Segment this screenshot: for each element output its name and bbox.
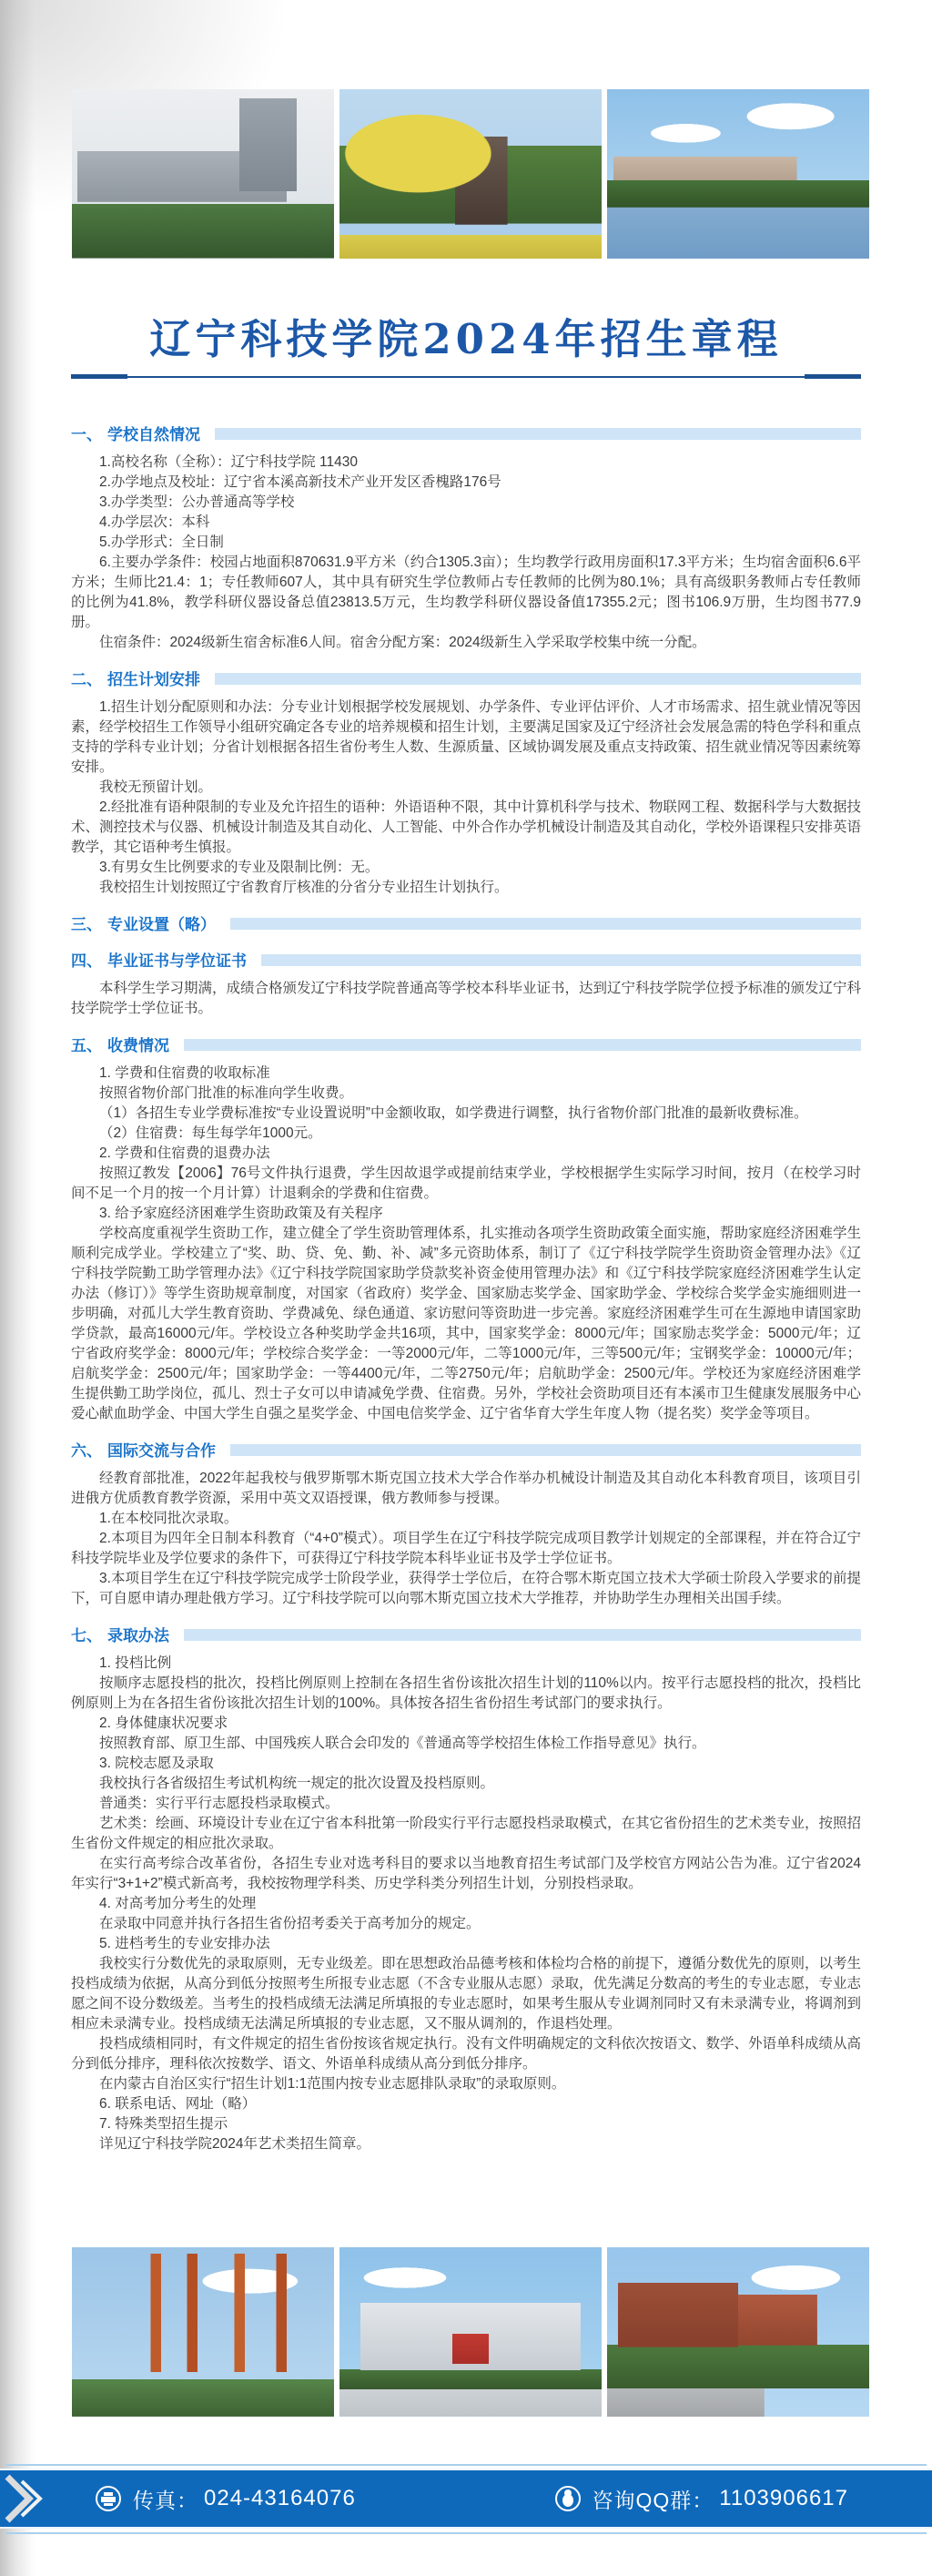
paragraph: 6. 联系电话、网址（略）: [99, 2096, 257, 2112]
section-title: 国际交流与合作: [107, 1442, 216, 1460]
paragraph: 本科学生学习期满，成绩合格颁发辽宁科技学院普通高等学校本科毕业证书，达到辽宁科技学院学位授予标准的颁发辽宁科技学院学士学位证书。: [71, 981, 862, 1016]
paragraph: 3. 院校志愿及录取: [99, 1756, 214, 1771]
section-heading-4: [71, 948, 861, 971]
paragraph: 按照教育部、原卫生部、中国残疾人联合会印发的《普通高等学校招生体检工作指导意见》执行。: [99, 1736, 706, 1751]
campus-river-photo: [607, 89, 869, 259]
paragraph: 按顺序志愿投档的批次，投档比例原则上控制在各招生省份该批次招生计划的110%以内。按平行志愿投档的批次，投档比例原则上为在各招生省份该批次招生计划的100%。具体按各招生省份招生考试部门的要求执行。: [71, 1675, 861, 1711]
section-heading-bar: [230, 918, 861, 930]
page-title: 辽宁科技学院2024年招生章程: [149, 315, 783, 363]
section-title: 录取办法: [107, 1627, 169, 1644]
campus-main-building-photo: [339, 2247, 602, 2417]
section-number: 一、: [71, 426, 102, 443]
paragraph: 住宿条件：2024级新生宿舍标准6人间。宿舍分配方案：2024级新生入学采取学校集中统一分配。: [99, 635, 706, 650]
paragraph: 我校招生计划按照辽宁省教育厅核准的分省分专业招生计划执行。: [99, 880, 509, 895]
section-title: 毕业证书与学位证书: [107, 952, 247, 970]
paragraph: 3. 给予家庭经济困难学生资助政策及有关程序: [99, 1206, 383, 1221]
section-title: 专业设置（略）: [107, 916, 216, 933]
section-number: 六、: [71, 1442, 102, 1460]
section-number: 五、: [71, 1037, 102, 1054]
section-heading-1: [71, 422, 861, 444]
paragraph: 2.经批准有语种限制的专业及允许招生的语种：外语语种不限，其中计算机科学与技术、物联网工程、数据科学与大数据技术、测控技术与仪器、机械设计制造及其自动化、人工智能、中外合作办学机械设计制造及其自动化，学校外语课程只安排英语教学，其它语种考生慎报。: [71, 799, 862, 855]
paragraph: （2）住宿费：每生每学年1000元。: [99, 1125, 322, 1141]
bottom-photo-row: [72, 2247, 869, 2417]
section-heading-bar: [230, 1444, 861, 1456]
footer-bottom-line: [5, 2532, 927, 2534]
paragraph: 5. 进档考生的专业安排办法: [99, 1936, 270, 1951]
section-heading-3: [71, 911, 861, 934]
section-heading-bar: [215, 673, 861, 685]
chevron-decoration-icon: [2, 2474, 67, 2523]
section-heading-bar: [184, 1039, 861, 1051]
section-title: 收费情况: [107, 1037, 169, 1054]
paragraph: 1.在本校同批次录取。: [99, 1511, 238, 1526]
campus-sculpture-photo: [72, 2247, 334, 2417]
paragraph: 在录取中同意并执行各招生省份招考委关于高考加分的规定。: [99, 1916, 481, 1931]
paragraph: 1. 学费和住宿费的收取标准: [99, 1065, 270, 1081]
fax-label: 传真：: [133, 2488, 198, 2512]
campus-garden-photo: [339, 89, 602, 259]
campus-red-brick-photo: [607, 2247, 869, 2417]
section-heading-7: [71, 1623, 861, 1645]
section-heading-bar: [215, 428, 861, 440]
paragraph: 1.高校名称（全称）：辽宁科技学院 11430: [99, 454, 358, 470]
fax-icon: [95, 2485, 122, 2512]
paragraph: 2. 身体健康状况要求: [99, 1716, 228, 1731]
campus-street-photo: [72, 89, 334, 259]
paragraph: 详见辽宁科技学院2024年艺术类招生简章。: [99, 2136, 370, 2152]
qq-number: 1103906617: [719, 2486, 848, 2510]
section-number: 三、: [71, 916, 102, 933]
section-title: 招生计划安排: [107, 671, 200, 688]
paragraph: 1. 投档比例: [99, 1655, 172, 1671]
paragraph: 我校无预留计划。: [99, 779, 213, 795]
qq-icon: [554, 2485, 582, 2512]
paragraph: 我校执行各省级招生考试机构统一规定的批次设置及投档原则。: [99, 1776, 495, 1791]
title-divider: [71, 374, 861, 380]
section-heading-6: [71, 1438, 861, 1461]
qq-contact: [554, 2484, 848, 2514]
paragraph: 3.有男女生比例要求的专业及限制比例：无。: [99, 860, 380, 875]
paragraph: 投档成绩相同时，有文件规定的招生省份按该省规定执行。没有文件明确规定的文科依次按语文、数学、外语单科成绩从高分到低分排序，理科依次按数学、语文、外语单科成绩从高分到低分排序。: [71, 2036, 862, 2072]
qq-label: 咨询QQ群：: [592, 2488, 714, 2512]
paragraph: 5.办学形式：全日制: [99, 535, 224, 550]
paragraph: 在实行高考综合改革省份，各招生专业对选考科目的要求以当地教育招生考试部门及学校官方网站公告为准。辽宁省2024年实行“3+1+2”模式新高考，我校按物理学科类、历史学科类分列招生计划，分别投档录取。: [71, 1856, 861, 1891]
paragraph: 3.本项目学生在辽宁科技学院完成学士阶段学业，获得学士学位后，在符合鄂木斯克国立技术大学硕士阶段入学要求的前提下，可自愿申请办理赴俄方学习。辽宁科技学院可以向鄂木斯克国立技术大学推荐，并协助学生办理相关出国手续。: [71, 1571, 861, 1606]
section-number: 二、: [71, 671, 102, 688]
section-number: 七、: [71, 1627, 102, 1644]
paragraph: 3.办学类型：公办普通高等学校: [99, 494, 295, 510]
left-edge-gradient: [0, 0, 35, 2576]
section-heading-2: [71, 667, 861, 689]
paragraph: 7. 特殊类型招生提示: [99, 2116, 228, 2132]
paragraph: 2. 学费和住宿费的退费办法: [99, 1145, 270, 1161]
paragraph: 普通类：实行平行志愿投档录取模式。: [99, 1796, 339, 1811]
section-number: 四、: [71, 952, 102, 970]
paragraph: 4.办学层次：本科: [99, 514, 210, 530]
paragraph: 艺术类：绘画、环境设计专业在辽宁省本科批第一阶段实行平行志愿投档录取模式，在其它省份招生的艺术类专业，按照招生省份文件规定的相应批次录取。: [71, 1816, 862, 1851]
section-heading-bar: [261, 954, 861, 966]
document-body: [71, 408, 861, 2154]
paragraph: 2.本项目为四年全日制本科教育（“4+0”模式）。项目学生在辽宁科技学院完成项目教学计划规定的全部课程，并在符合辽宁科技学院毕业及学位要求的条件下，可获得辽宁科技学院本科毕业证书及学士学位证书。: [71, 1531, 861, 1566]
paragraph: 按照省物价部门批准的标准向学生收费。: [99, 1085, 354, 1101]
paragraph: 4. 对高考加分考生的处理: [99, 1896, 257, 1911]
paragraph: 我校实行分数优先的录取原则，无专业级差。即在思想政治品德考核和体检均合格的前提下，遵循分数优先的原则，以考生投档成绩为依据，从高分到低分按照考生所报专业志愿（不含专业服从志愿）录取，优先满足分数高的考生的专业志愿，专业志愿之间不设分数级差。当考生的投档成绩无法满足所填报的专业志愿时，如果考生服从专业调剂同时又有未录满专业，将调剂到相应未录满专业。投档成绩无法满足所填报的专业志愿，又不服从调剂的，作退档处理。: [71, 1956, 862, 2031]
paragraph: （1）各招生专业学费标准按“专业设置说明”中金额收取，如学费进行调整，执行省物价部门批准的最新收费标准。: [99, 1105, 808, 1121]
paragraph: 1.招生计划分配原则和办法：分专业计划根据学校发展规划、办学条件、专业评估评价、人才市场需求、招生就业情况等因素，经学校招生工作领导小组研究确定各专业的培养规模和招生计划，主要满足国家及辽宁经济社会发展急需的特色学科和重点支持的学科专业计划；分省计划根据各招生省份考生人数、生源质量、区域协调发展及重点支持政策、招生就业情况等因素统筹安排。: [71, 699, 862, 775]
footer-bar: [0, 2469, 932, 2529]
divider-left-cap: [71, 374, 127, 379]
paragraph: 6.主要办学条件：校园占地面积870631.9平方米（约合1305.3亩）；生均教学行政用房面积17.3平方米；生均宿舍面积6.6平方米；生师比21.4：1；专任教师607人，其中具有研究生学位教师占专任教师的比例为80.1%；具有高级职务教师占专任教师的比例为41.8%，教学科研仪器设备总值23813.5万元，生均教学科研仪器设备值17355.2元；图书106.9万册，生均图书77.9册。: [71, 555, 861, 630]
paragraph: 2.办学地点及校址：辽宁省本溪高新技术产业开发区香槐路176号: [99, 474, 501, 490]
section-heading-5: [71, 1033, 861, 1055]
paragraph: 在内蒙古自治区实行“招生计划1:1范围内按专业志愿排队录取”的录取原则。: [99, 2076, 566, 2092]
paragraph: 按照辽教发【2006】76号文件执行退费，学生因故退学或提前结束学业，学校根据学生实际学习时间，按月（在校学习时间不足一个月的按一个月计算）计退剩余的学费和住宿费。: [71, 1166, 861, 1201]
fax-number: 024-43164076: [204, 2486, 356, 2510]
divider-right-cap: [805, 374, 861, 379]
footer-top-line: [5, 2464, 927, 2466]
paragraph: 经教育部批准，2022年起我校与俄罗斯鄂木斯克国立技术大学合作举办机械设计制造及其自动化本科教育项目，该项目引进俄方优质教育教学资源，采用中英文双语授课，俄方教师参与授课。: [71, 1471, 861, 1506]
fax-contact: [95, 2484, 356, 2514]
section-heading-bar: [184, 1629, 861, 1641]
section-title: 学校自然情况: [107, 426, 200, 443]
top-photo-row: [72, 89, 869, 259]
paragraph: 学校高度重视学生资助工作，建立健全了学生资助管理体系，扎实推动各项学生资助政策全面实施，帮助家庭经济困难学生顺利完成学业。学校建立了“奖、助、贷、免、勤、补、减”多元资助体系，制订了《辽宁科技学院学生资助资金管理办法》《辽宁科技学院勤工助学管理办法》《辽宁科技学院国家助学贷款奖补资金使用管理办法》和《辽宁科技学院家庭经济困难学生认定办法（修订）》等学生资助规章制度，对国家（省政府）奖学金、国家励志奖学金、国家助学金、学校综合奖学金实施细则进一步明确，对孤儿大学生教育资助、学费减免、绿色通道、家访慰问等资助进一步完善。家庭经济困难学生可在生源地申请国家助学贷款，最高16000元/年。学校设立各种奖助学金共16项，其中，国家奖学金：8000元/年；国家励志奖学金：5000元/年；辽宁省政府奖学金：8000元/年；学校综合奖学金：一等2000元/年，二等1000元/年，三等500元/年；宝钢奖学金：10000元/年；启航奖学金：2500元/年；国家助学金：一等4400元/年，二等2750元/年；启航助学金：2500元/年。学校还为家庭经济困难学生提供勤工助学岗位，孤儿、烈士子女可以申请减免学费、住宿费。另外，学校社会资助项目还有本溪市卫生健康发展服务中心爱心献血助学金、中国大学生自强之星奖学金、中国电信奖学金、辽宁省华育大学生年度人物（提名奖）奖学金等项目。: [71, 1226, 862, 1421]
